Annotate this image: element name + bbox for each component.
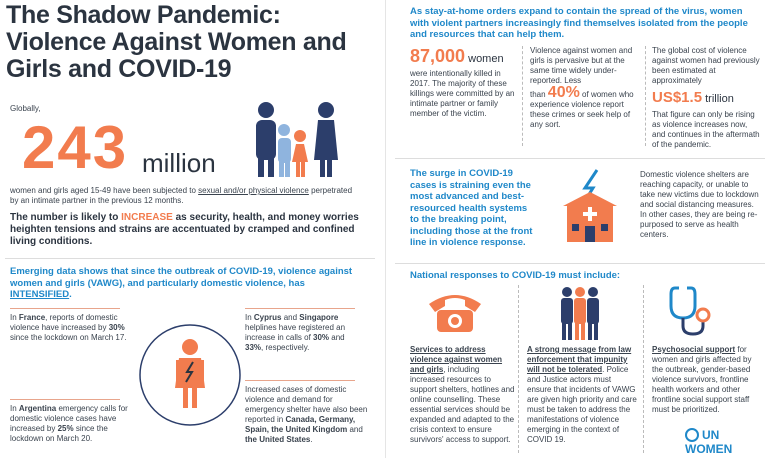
divider [522,46,523,146]
shelters-text: Domestic violence shelters are reaching capacity, or unable to take new victims due to lockdown and social distancing measures. In other cases, they are being re-purposed to serve as health centers. [640,170,759,239]
phone-icon [425,286,485,336]
divider [245,380,355,381]
un-emblem-icon [685,428,699,442]
stat-description: women and girls aged 15-49 have been subjected to sexual and/or physical violence perpetrated by an intimate partner in the previous 12 months. [10,186,353,205]
divider [10,399,120,400]
argentina-stat: In Argentina emergency calls for domestic violence cases have increased by 25% since the lockdown on March 20. [10,404,128,443]
underreported-stat: Violence against women and girls is pervasive but at the same time widely under-reported. Less than 40% of women who experience violence report these crimes or seek help of any sort. [530,46,634,129]
emerging-data: Emerging data shows that since the outbreak of COVID-19, violence against women and girls (VAWG), and particularly domestic violence, has INTENSIFIED. [10,266,353,300]
global-cost-stat: The global cost of violence against women had previously been estimated at approximately US$1.5 trillion That figure can only be rising as violence increases now, and continues in the aftermath of the pandemic. [652,46,760,149]
family-icon [238,100,358,180]
intro-text: As stay-at-home orders expand to contain the spread of the virus, women with violent partners increasingly find themselves isolated from the people and resources that can help them. [410,6,748,40]
response-services: Services to address violence against women and girls, including increased resources to support shelters, hotlines and online counselling. These essential services should be expanded and adapted to the crisis context to ensure survivors' access to support. [410,345,515,444]
divider [245,308,355,309]
increased-cases-stat: Increased cases of domestic violence and demand for emergency shelter have also been reported in Canada, Germany, Spain, the United Kingdom and the United States. [245,385,368,444]
cyprus-singapore-stat: In Cyprus and Singapore helplines have registered an increase in calls of 30% and 33%, respectively. [245,313,346,352]
un-women-logo: UN WOMEN [685,428,733,456]
divider [10,308,120,309]
divider [518,285,519,453]
response-psychosocial: Psychosocial support for women and girls affected by the outbreak, gender-based violence survivors, frontline health workers and other frontline social support staff must be prioritized. [652,345,752,414]
people-group-icon [555,282,605,342]
globally-label: Globally, [10,104,41,113]
woman-icon [135,320,245,430]
national-responses-heading: National responses to COVID-19 must include: [410,270,621,281]
surge-text: The surge in COVID-19 cases is straining even the most advanced and best-resourced health systems to the breaking point, including those at the front line in violence response. [410,168,533,248]
stethoscope-icon [665,284,715,339]
increase-statement: The number is likely to INCREASE as security, health, and money worries heighten tensions and strains are accentuated by cramped and confined living conditions. [10,212,359,247]
divider [395,158,765,159]
divider [5,258,375,259]
column-divider [385,0,386,458]
divider [645,46,646,146]
killed-stat: 87,000 women were intentionally killed in 2017. The majority of these killings were committed by an intimate partner or family member of the victim. [410,46,515,118]
big-stat-unit: million [142,148,216,178]
france-stat: In France, reports of domestic violence have increased by 30% since the lockdown on March 17. [10,313,127,342]
hospital-icon [555,168,625,248]
big-stat-number: 243 [22,114,129,181]
divider [643,285,644,453]
divider [395,263,765,264]
page-title: The Shadow Pandemic: Violence Against Women and Girls and COVID-19 [6,1,347,83]
response-law-enforcement: A strong message from law enforcement that impunity will not be tolerated. Police and Justice actors must ensure that incidents of VAWG are given high priority and care must be taken to address the manifestations of violence emerging in the context of COVID 19. [527,345,637,444]
